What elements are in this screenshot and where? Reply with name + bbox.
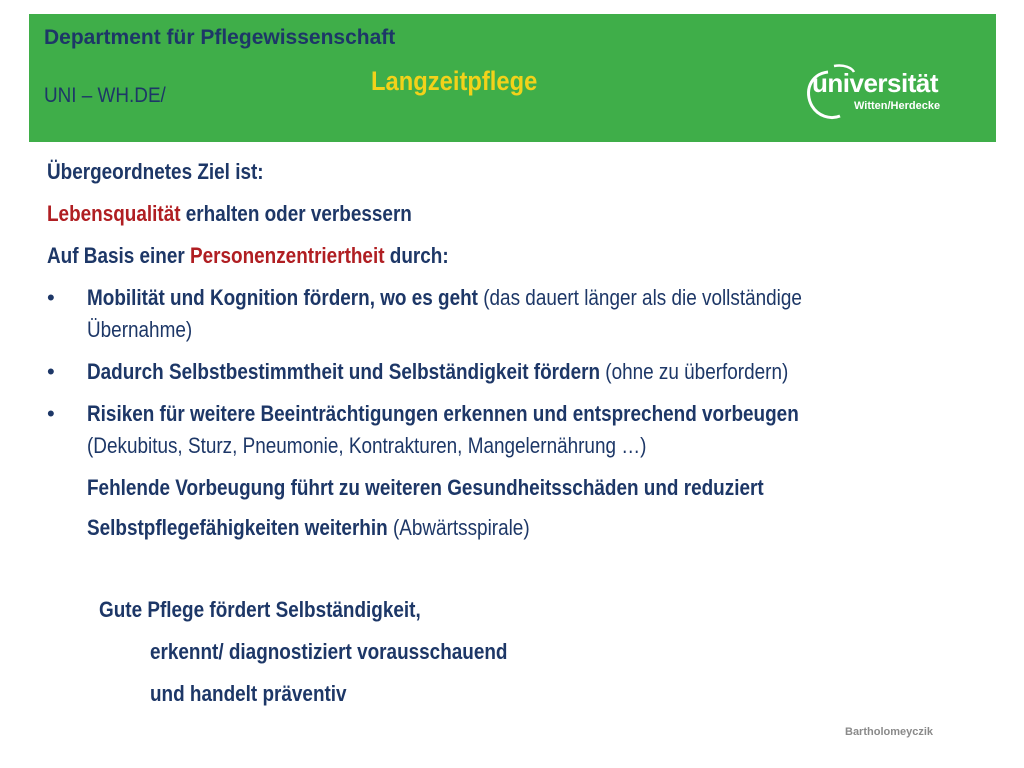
logo-wordmark: universität xyxy=(812,68,938,98)
bullet-item: Risiken für weitere Beeinträchtigungen erkennen und entsprechend vorbeugen xyxy=(87,401,799,426)
bullet-marker: • xyxy=(47,401,55,426)
consequence-line-2: Selbstpflegefähigkeiten weiterhin (Abwärtsspirale) xyxy=(87,515,530,540)
logo-subtitle: Witten/Herdecke xyxy=(854,100,941,112)
department-title: Department für Pflegewissenschaft xyxy=(44,26,396,49)
university-url: UNI – WH.DE/ xyxy=(44,84,166,107)
basis-line: Auf Basis einer Personenzentriertheit durch: xyxy=(47,243,449,268)
consequence-line: Fehlende Vorbeugung führt zu weiteren Gesundheitsschäden und reduziert xyxy=(87,475,764,500)
summary-line-1: Gute Pflege fördert Selbständigkeit, xyxy=(99,597,421,622)
bullet-marker: • xyxy=(47,359,55,384)
bullet-marker: • xyxy=(47,285,55,310)
goal-heading: Übergeordnetes Ziel ist: xyxy=(47,159,264,184)
university-logo xyxy=(804,62,954,132)
bullet-item-continuation: (Dekubitus, Sturz, Pneumonie, Kontrakturen, Mangelernährung …) xyxy=(87,433,647,458)
bullet-item: Dadurch Selbstbestimmtheit und Selbständigkeit fördern (ohne zu überfordern) xyxy=(87,359,789,384)
basis-highlight: Personenzentriertheit xyxy=(190,243,385,268)
author-footer: Bartholomeyczik xyxy=(845,726,934,738)
summary-line-3: und handelt präventiv xyxy=(150,681,347,706)
slide-topic: Langzeitpflege xyxy=(371,66,538,96)
goal-highlight: Lebensqualität xyxy=(47,201,181,226)
goal-line: Lebensqualität erhalten oder verbessern xyxy=(47,201,412,226)
bullet-item-continuation: Übernahme) xyxy=(87,317,193,342)
summary-line-2: erkennt/ diagnostiziert vorausschauend xyxy=(150,639,508,664)
bullet-item: Mobilität und Kognition fördern, wo es geht (das dauert länger als die vollständige xyxy=(87,285,802,310)
